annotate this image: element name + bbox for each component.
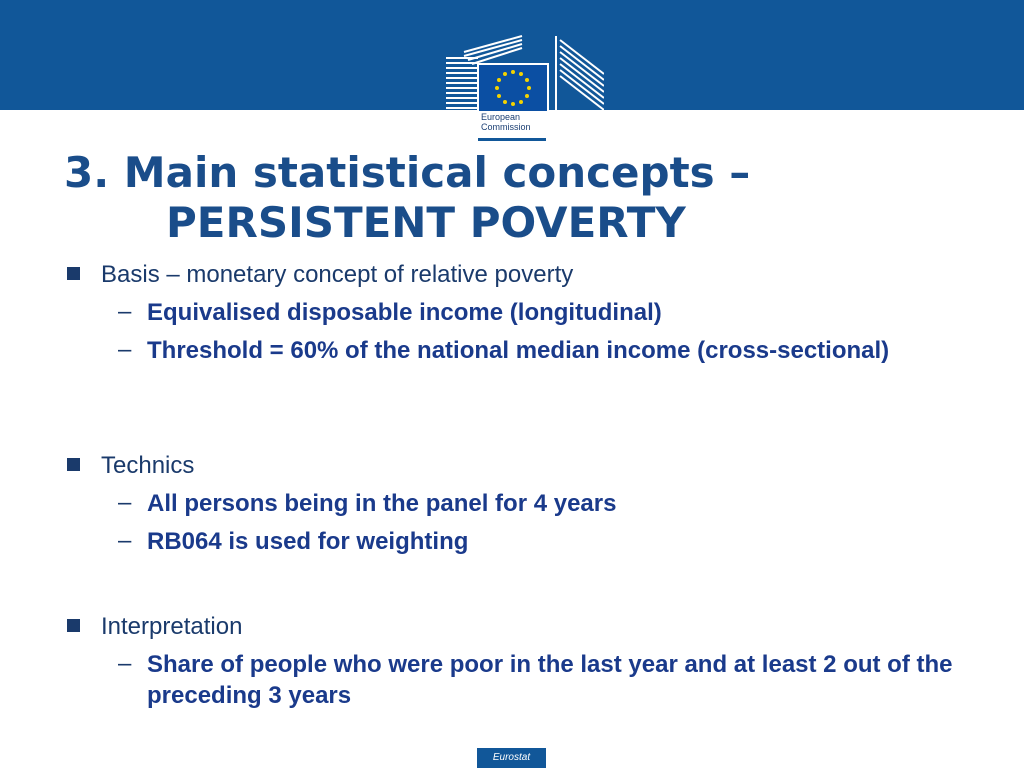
sub-item: Share of people who were poor in the last year and at least 2 out of the preceding 3 years bbox=[147, 651, 953, 709]
section-heading-interpretation: Interpretation bbox=[101, 613, 243, 640]
sub-item: Equivalised disposable income (longitudinal) bbox=[147, 299, 662, 326]
section-heading-basis: Basis – monetary concept of relative poverty bbox=[101, 261, 574, 288]
logo-line-2: Commission bbox=[481, 122, 531, 132]
footer-eurostat-tag: Eurostat bbox=[477, 748, 546, 768]
sub-item: RB064 is used for weighting bbox=[147, 528, 469, 555]
sub-item: All persons being in the panel for 4 years bbox=[147, 490, 617, 517]
dash-icon: – bbox=[118, 336, 132, 363]
dash-icon: – bbox=[118, 298, 132, 325]
section-heading-technics: Technics bbox=[101, 452, 195, 479]
title-line-1: 3. Main statistical concepts – bbox=[64, 148, 751, 197]
dash-icon: – bbox=[118, 650, 132, 677]
dash-icon: – bbox=[118, 527, 132, 554]
bullet-marker bbox=[67, 619, 80, 632]
logo-line-1: European bbox=[481, 112, 521, 122]
sub-item: Threshold = 60% of the national median income (cross-sectional) bbox=[147, 337, 890, 364]
bullet-marker bbox=[67, 458, 80, 471]
bullet-marker bbox=[67, 267, 80, 280]
dash-icon: – bbox=[118, 489, 132, 516]
title-line-2: PERSISTENT POVERTY bbox=[166, 198, 686, 247]
